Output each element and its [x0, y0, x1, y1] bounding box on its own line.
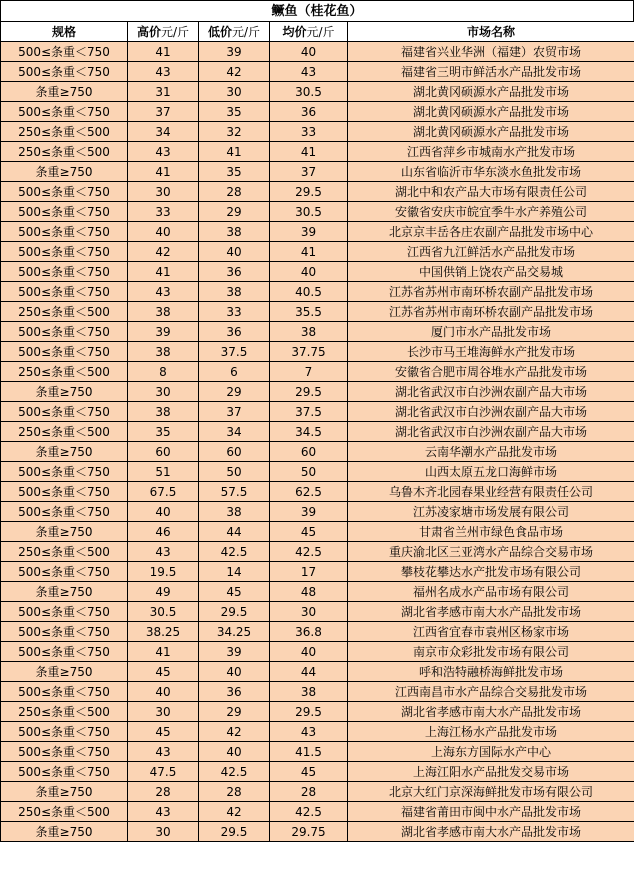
cell-avg-price: 37.5: [270, 402, 348, 422]
header-market: 市场名称: [348, 22, 634, 42]
cell-spec: 500≤条重＜750: [1, 182, 128, 202]
table-row: [1, 62, 634, 82]
table-row: [1, 802, 634, 822]
table-row: [1, 242, 634, 262]
cell-low-price: 29: [199, 702, 270, 722]
cell-spec: 500≤条重＜750: [1, 242, 128, 262]
cell-high-price: 41: [128, 642, 199, 662]
cell-high-price: 38: [128, 402, 199, 422]
cell-high-price: 34: [128, 122, 199, 142]
cell-high-price: 8: [128, 362, 199, 382]
cell-high-price: 35: [128, 422, 199, 442]
table-row: [1, 522, 634, 542]
table-row: [1, 382, 634, 402]
cell-low-price: 40: [199, 662, 270, 682]
table-row: [1, 702, 634, 722]
cell-avg-price: 43: [270, 722, 348, 742]
cell-spec: 250≤条重＜500: [1, 422, 128, 442]
cell-spec: 500≤条重＜750: [1, 642, 128, 662]
cell-high-price: 28: [128, 782, 199, 802]
cell-high-price: 30.5: [128, 602, 199, 622]
cell-avg-price: 29.75: [270, 822, 348, 842]
price-table: [0, 21, 634, 842]
cell-market: 江西省宜春市袁州区杨家市场: [348, 622, 634, 642]
cell-spec: 500≤条重＜750: [1, 202, 128, 222]
cell-spec: 500≤条重＜750: [1, 482, 128, 502]
cell-market: 中国供销上饶农产品交易城: [348, 262, 634, 282]
cell-avg-price: 30: [270, 602, 348, 622]
cell-market: 北京京丰岳各庄农副产品批发市场中心: [348, 222, 634, 242]
cell-low-price: 38: [199, 282, 270, 302]
cell-avg-price: 45: [270, 522, 348, 542]
cell-avg-price: 30.5: [270, 202, 348, 222]
cell-avg-price: 29.5: [270, 182, 348, 202]
cell-low-price: 42: [199, 722, 270, 742]
cell-low-price: 28: [199, 182, 270, 202]
cell-market: 长沙市马王堆海鲜水产批发市场: [348, 342, 634, 362]
cell-spec: 500≤条重＜750: [1, 402, 128, 422]
table-row: [1, 682, 634, 702]
cell-spec: 条重≥750: [1, 662, 128, 682]
cell-market: 湖北省武汉市白沙洲农副产品大市场: [348, 422, 634, 442]
cell-market: 北京大红门京深海鲜批发市场有限公司: [348, 782, 634, 802]
cell-high-price: 46: [128, 522, 199, 542]
cell-market: 甘肃省兰州市绿色食品市场: [348, 522, 634, 542]
cell-high-price: 40: [128, 222, 199, 242]
cell-low-price: 28: [199, 782, 270, 802]
cell-low-price: 38: [199, 502, 270, 522]
cell-spec: 条重≥750: [1, 582, 128, 602]
sheet-title: 鳜鱼（桂花鱼）: [0, 0, 634, 21]
cell-spec: 500≤条重＜750: [1, 222, 128, 242]
cell-market: 江西省萍乡市城南水产批发市场: [348, 142, 634, 162]
cell-high-price: 43: [128, 742, 199, 762]
cell-low-price: 37.5: [199, 342, 270, 362]
cell-spec: 250≤条重＜500: [1, 702, 128, 722]
cell-market: 上海东方国际水产中心: [348, 742, 634, 762]
cell-low-price: 42.5: [199, 542, 270, 562]
cell-low-price: 36: [199, 262, 270, 282]
cell-low-price: 30: [199, 82, 270, 102]
cell-spec: 250≤条重＜500: [1, 802, 128, 822]
cell-spec: 500≤条重＜750: [1, 682, 128, 702]
cell-high-price: 30: [128, 822, 199, 842]
cell-spec: 500≤条重＜750: [1, 562, 128, 582]
cell-avg-price: 38: [270, 682, 348, 702]
cell-high-price: 38.25: [128, 622, 199, 642]
table-row: [1, 162, 634, 182]
cell-spec: 500≤条重＜750: [1, 762, 128, 782]
cell-avg-price: 42.5: [270, 542, 348, 562]
cell-avg-price: 40: [270, 642, 348, 662]
cell-high-price: 40: [128, 682, 199, 702]
cell-low-price: 50: [199, 462, 270, 482]
table-row: [1, 322, 634, 342]
cell-spec: 500≤条重＜750: [1, 622, 128, 642]
table-row: [1, 282, 634, 302]
cell-avg-price: 30.5: [270, 82, 348, 102]
cell-spec: 条重≥750: [1, 442, 128, 462]
cell-avg-price: 45: [270, 762, 348, 782]
cell-avg-price: 29.5: [270, 382, 348, 402]
cell-high-price: 37: [128, 102, 199, 122]
cell-market: 湖北中和农产品大市场有限责任公司: [348, 182, 634, 202]
cell-high-price: 40: [128, 502, 199, 522]
cell-spec: 500≤条重＜750: [1, 282, 128, 302]
cell-market: 安徽省安庆市皖宜季牛水产养殖公司: [348, 202, 634, 222]
cell-market: 江西南昌市水产品综合交易批发市场: [348, 682, 634, 702]
table-row: [1, 362, 634, 382]
cell-low-price: 14: [199, 562, 270, 582]
cell-avg-price: 48: [270, 582, 348, 602]
cell-market: 福建省三明市鲜活水产品批发市场: [348, 62, 634, 82]
cell-low-price: 42: [199, 802, 270, 822]
cell-market: 湖北黄冈硕源水产品批发市场: [348, 102, 634, 122]
cell-spec: 500≤条重＜750: [1, 742, 128, 762]
table-body: [1, 42, 634, 842]
cell-low-price: 60: [199, 442, 270, 462]
header-avg-price: 均价元/斤: [270, 22, 348, 42]
cell-avg-price: 37: [270, 162, 348, 182]
table-row: [1, 582, 634, 602]
cell-low-price: 45: [199, 582, 270, 602]
cell-low-price: 41: [199, 142, 270, 162]
cell-market: 重庆渝北区三亚湾水产品综合交易市场: [348, 542, 634, 562]
table-row: [1, 302, 634, 322]
cell-spec: 500≤条重＜750: [1, 462, 128, 482]
cell-avg-price: 42.5: [270, 802, 348, 822]
cell-market: 湖北省孝感市南大水产品批发市场: [348, 822, 634, 842]
table-row: [1, 562, 634, 582]
cell-avg-price: 37.75: [270, 342, 348, 362]
cell-low-price: 29: [199, 382, 270, 402]
cell-high-price: 47.5: [128, 762, 199, 782]
table-row: [1, 622, 634, 642]
table-row: [1, 762, 634, 782]
cell-high-price: 38: [128, 302, 199, 322]
cell-market: 江苏省苏州市南环桥农副产品批发市场: [348, 302, 634, 322]
cell-low-price: 33: [199, 302, 270, 322]
table-row: [1, 442, 634, 462]
header-spec: 规格: [1, 22, 128, 42]
table-row: [1, 602, 634, 622]
cell-market: 福建省兴业华洲（福建）农贸市场: [348, 42, 634, 62]
cell-high-price: 45: [128, 662, 199, 682]
cell-spec: 250≤条重＜500: [1, 362, 128, 382]
cell-avg-price: 39: [270, 222, 348, 242]
cell-spec: 250≤条重＜500: [1, 142, 128, 162]
cell-market: 乌鲁木齐北园春果业经营有限责任公司: [348, 482, 634, 502]
cell-spec: 条重≥750: [1, 522, 128, 542]
table-row: [1, 462, 634, 482]
cell-low-price: 44: [199, 522, 270, 542]
cell-spec: 250≤条重＜500: [1, 542, 128, 562]
table-row: [1, 542, 634, 562]
cell-avg-price: 28: [270, 782, 348, 802]
cell-high-price: 30: [128, 382, 199, 402]
table-row: [1, 142, 634, 162]
cell-spec: 250≤条重＜500: [1, 302, 128, 322]
cell-avg-price: 29.5: [270, 702, 348, 722]
cell-market: 山东省临沂市华东淡水鱼批发市场: [348, 162, 634, 182]
cell-market: 南京市众彩批发市场有限公司: [348, 642, 634, 662]
cell-high-price: 41: [128, 262, 199, 282]
cell-market: 厦门市水产品批发市场: [348, 322, 634, 342]
cell-low-price: 57.5: [199, 482, 270, 502]
cell-low-price: 29.5: [199, 602, 270, 622]
table-row: [1, 822, 634, 842]
cell-market: 上海江杨水产品批发市场: [348, 722, 634, 742]
cell-market: 湖北省武汉市白沙洲农副产品大市场: [348, 382, 634, 402]
cell-high-price: 51: [128, 462, 199, 482]
cell-low-price: 32: [199, 122, 270, 142]
cell-avg-price: 40.5: [270, 282, 348, 302]
cell-low-price: 36: [199, 682, 270, 702]
cell-avg-price: 44: [270, 662, 348, 682]
cell-low-price: 34: [199, 422, 270, 442]
cell-high-price: 41: [128, 42, 199, 62]
cell-market: 福建省莆田市闽中水产品批发市场: [348, 802, 634, 822]
cell-spec: 500≤条重＜750: [1, 262, 128, 282]
cell-low-price: 40: [199, 242, 270, 262]
cell-avg-price: 34.5: [270, 422, 348, 442]
table-row: [1, 502, 634, 522]
cell-spec: 500≤条重＜750: [1, 62, 128, 82]
table-row: [1, 742, 634, 762]
table-row: [1, 722, 634, 742]
cell-high-price: 43: [128, 142, 199, 162]
cell-spec: 500≤条重＜750: [1, 102, 128, 122]
cell-spec: 500≤条重＜750: [1, 42, 128, 62]
cell-avg-price: 17: [270, 562, 348, 582]
cell-low-price: 36: [199, 322, 270, 342]
cell-low-price: 35: [199, 162, 270, 182]
cell-low-price: 6: [199, 362, 270, 382]
cell-market: 上海江阳水产品批发交易市场: [348, 762, 634, 782]
cell-low-price: 29: [199, 202, 270, 222]
table-row: [1, 262, 634, 282]
cell-spec: 条重≥750: [1, 822, 128, 842]
table-row: [1, 122, 634, 142]
cell-high-price: 31: [128, 82, 199, 102]
cell-high-price: 43: [128, 282, 199, 302]
cell-low-price: 34.25: [199, 622, 270, 642]
table-row: [1, 422, 634, 442]
cell-avg-price: 33: [270, 122, 348, 142]
cell-high-price: 39: [128, 322, 199, 342]
cell-market: 江苏凌家塘市场发展有限公司: [348, 502, 634, 522]
cell-high-price: 41: [128, 162, 199, 182]
table-row: [1, 202, 634, 222]
cell-avg-price: 38: [270, 322, 348, 342]
table-row: [1, 402, 634, 422]
cell-low-price: 39: [199, 642, 270, 662]
cell-market: 江西省九江鲜活水产品批发市场: [348, 242, 634, 262]
cell-avg-price: 7: [270, 362, 348, 382]
cell-high-price: 30: [128, 182, 199, 202]
cell-high-price: 19.5: [128, 562, 199, 582]
cell-low-price: 42.5: [199, 762, 270, 782]
cell-low-price: 29.5: [199, 822, 270, 842]
cell-spec: 500≤条重＜750: [1, 322, 128, 342]
cell-spec: 条重≥750: [1, 162, 128, 182]
cell-market: 云南华潮水产品批发市场: [348, 442, 634, 462]
cell-high-price: 49: [128, 582, 199, 602]
cell-high-price: 42: [128, 242, 199, 262]
cell-high-price: 45: [128, 722, 199, 742]
cell-low-price: 40: [199, 742, 270, 762]
cell-spec: 500≤条重＜750: [1, 342, 128, 362]
table-row: [1, 42, 634, 62]
cell-avg-price: 36.8: [270, 622, 348, 642]
cell-market: 呼和浩特融桥海鲜批发市场: [348, 662, 634, 682]
cell-high-price: 43: [128, 542, 199, 562]
cell-high-price: 38: [128, 342, 199, 362]
table-row: [1, 662, 634, 682]
cell-market: 山西太原五龙口海鲜市场: [348, 462, 634, 482]
cell-market: 安徽省合肥市周谷堆水产品批发市场: [348, 362, 634, 382]
cell-spec: 500≤条重＜750: [1, 722, 128, 742]
cell-high-price: 43: [128, 62, 199, 82]
table-row: [1, 482, 634, 502]
cell-high-price: 67.5: [128, 482, 199, 502]
cell-market: 湖北省孝感市南大水产品批发市场: [348, 602, 634, 622]
cell-market: 攀枝花攀达水产批发市场有限公司: [348, 562, 634, 582]
table-row: [1, 642, 634, 662]
cell-avg-price: 40: [270, 262, 348, 282]
cell-avg-price: 41: [270, 142, 348, 162]
cell-low-price: 37: [199, 402, 270, 422]
table-row: [1, 102, 634, 122]
cell-market: 福州名成水产品市场有限公司: [348, 582, 634, 602]
header-low-price: 低价元/斤: [199, 22, 270, 42]
cell-spec: 条重≥750: [1, 82, 128, 102]
cell-market: 湖北省孝感市南大水产品批发市场: [348, 702, 634, 722]
table-row: [1, 782, 634, 802]
cell-market: 湖北黄冈硕源水产品批发市场: [348, 122, 634, 142]
cell-high-price: 30: [128, 702, 199, 722]
cell-low-price: 35: [199, 102, 270, 122]
cell-avg-price: 41.5: [270, 742, 348, 762]
cell-market: 湖北省武汉市白沙洲农副产品大市场: [348, 402, 634, 422]
cell-spec: 条重≥750: [1, 782, 128, 802]
cell-avg-price: 41: [270, 242, 348, 262]
cell-avg-price: 60: [270, 442, 348, 462]
table-row: [1, 82, 634, 102]
cell-high-price: 43: [128, 802, 199, 822]
cell-avg-price: 40: [270, 42, 348, 62]
cell-low-price: 42: [199, 62, 270, 82]
cell-avg-price: 36: [270, 102, 348, 122]
cell-avg-price: 50: [270, 462, 348, 482]
cell-spec: 250≤条重＜500: [1, 122, 128, 142]
cell-low-price: 38: [199, 222, 270, 242]
cell-spec: 500≤条重＜750: [1, 602, 128, 622]
cell-market: 湖北黄冈硕源水产品批发市场: [348, 82, 634, 102]
cell-avg-price: 43: [270, 62, 348, 82]
cell-high-price: 60: [128, 442, 199, 462]
table-row: [1, 342, 634, 362]
cell-spec: 条重≥750: [1, 382, 128, 402]
cell-low-price: 39: [199, 42, 270, 62]
table-row: [1, 222, 634, 242]
cell-market: 江苏省苏州市南环桥农副产品批发市场: [348, 282, 634, 302]
cell-avg-price: 62.5: [270, 482, 348, 502]
cell-high-price: 33: [128, 202, 199, 222]
cell-avg-price: 39: [270, 502, 348, 522]
cell-spec: 500≤条重＜750: [1, 502, 128, 522]
table-row: [1, 182, 634, 202]
header-high-price: 高价元/斤: [128, 22, 199, 42]
header-row: [1, 22, 634, 42]
cell-avg-price: 35.5: [270, 302, 348, 322]
